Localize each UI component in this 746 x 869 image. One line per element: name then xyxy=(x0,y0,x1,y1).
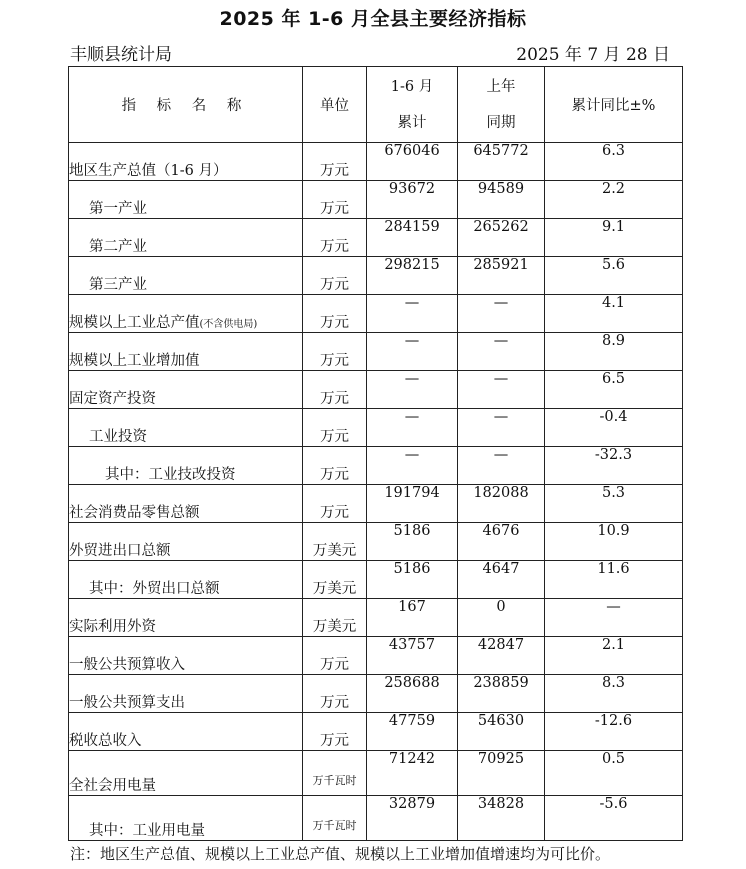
yoy-change-value: 6.3 xyxy=(545,143,683,181)
indicator-name: 第二产业 xyxy=(69,219,303,257)
report-date: 2025 年 7 月 28 日 xyxy=(516,45,670,65)
current-value: 284159 xyxy=(367,219,458,257)
header-prior-line2: 同期 xyxy=(486,114,516,131)
yoy-change-value: 9.1 xyxy=(545,219,683,257)
yoy-change-value: 11.6 xyxy=(545,561,683,599)
indicator-unit: 万元 xyxy=(303,485,367,523)
prior-year-value: 34828 xyxy=(458,796,545,841)
header-unit: 单位 xyxy=(303,67,367,143)
prior-year-value: — xyxy=(458,447,545,485)
current-value: — xyxy=(367,447,458,485)
current-value: 47759 xyxy=(367,713,458,751)
prior-year-value: 238859 xyxy=(458,675,545,713)
indicator-unit: 万元 xyxy=(303,637,367,675)
indicator-name: 全社会用电量 xyxy=(69,751,303,796)
indicator-name xyxy=(69,295,303,333)
table-row xyxy=(69,675,683,713)
yoy-change-value: -32.3 xyxy=(545,447,683,485)
prior-year-value: 54630 xyxy=(458,713,545,751)
header-current-cumulative xyxy=(367,67,458,143)
current-value: — xyxy=(367,333,458,371)
indicator-name: 社会消费品零售总额 xyxy=(69,485,303,523)
indicator-name: 规模以上工业增加值 xyxy=(69,333,303,371)
indicator-unit: 万元 xyxy=(303,371,367,409)
indicator-name: 税收总收入 xyxy=(69,713,303,751)
table-row xyxy=(69,713,683,751)
header-indicator-name: 指 标 名 称 xyxy=(69,67,303,143)
indicator-name: 其中：工业用电量 xyxy=(69,796,303,841)
table-row xyxy=(69,599,683,637)
table-row xyxy=(69,561,683,599)
prior-year-value: 0 xyxy=(458,599,545,637)
indicator-unit: 万元 xyxy=(303,143,367,181)
table-row xyxy=(69,409,683,447)
indicator-unit: 万元 xyxy=(303,295,367,333)
indicator-unit: 万元 xyxy=(303,219,367,257)
table-row xyxy=(69,523,683,561)
indicator-unit: 万元 xyxy=(303,333,367,371)
yoy-change-value: -5.6 xyxy=(545,796,683,841)
prior-year-value: 645772 xyxy=(458,143,545,181)
yoy-change-value: 4.1 xyxy=(545,295,683,333)
indicator-unit: 万美元 xyxy=(303,523,367,561)
yoy-change-value: — xyxy=(545,599,683,637)
indicator-name: 工业投资 xyxy=(69,409,303,447)
indicator-unit: 万元 xyxy=(303,257,367,295)
current-value: 5186 xyxy=(367,523,458,561)
current-value: — xyxy=(367,295,458,333)
indicator-unit: 万美元 xyxy=(303,599,367,637)
table-row xyxy=(69,143,683,181)
table-row xyxy=(69,637,683,675)
header-yoy-change: 累计同比±% xyxy=(545,67,683,143)
table-row xyxy=(69,485,683,523)
header-current-line1: 1-6 月 xyxy=(390,78,434,95)
table-row xyxy=(69,447,683,485)
table-row xyxy=(69,295,683,333)
prior-year-value: 70925 xyxy=(458,751,545,796)
issuing-organization: 丰顺县统计局 xyxy=(70,45,172,65)
current-value: 191794 xyxy=(367,485,458,523)
current-value: 93672 xyxy=(367,181,458,219)
table-row xyxy=(69,796,683,841)
current-value: 43757 xyxy=(367,637,458,675)
yoy-change-value: 8.9 xyxy=(545,333,683,371)
prior-year-value: 94589 xyxy=(458,181,545,219)
current-value: — xyxy=(367,409,458,447)
table-row xyxy=(69,751,683,796)
current-value: 167 xyxy=(367,599,458,637)
footnote: 注：地区生产总值、规模以上工业总产值、规模以上工业增加值增速均为可比价。 xyxy=(70,845,611,863)
table-header-row xyxy=(69,67,683,143)
prior-year-value: 4647 xyxy=(458,561,545,599)
indicator-name-qualifier: (不含供电局) xyxy=(199,319,258,330)
prior-year-value: 4676 xyxy=(458,523,545,561)
current-value: 676046 xyxy=(367,143,458,181)
prior-year-value: 265262 xyxy=(458,219,545,257)
prior-year-value: — xyxy=(458,333,545,371)
yoy-change-value: 5.3 xyxy=(545,485,683,523)
yoy-change-value: 2.1 xyxy=(545,637,683,675)
yoy-change-value: 2.2 xyxy=(545,181,683,219)
yoy-change-value: 8.3 xyxy=(545,675,683,713)
current-value: 5186 xyxy=(367,561,458,599)
current-value: 298215 xyxy=(367,257,458,295)
prior-year-value: — xyxy=(458,371,545,409)
indicator-name: 外贸进出口总额 xyxy=(69,523,303,561)
prior-year-value: — xyxy=(458,409,545,447)
indicator-name: 其中：工业技改投资 xyxy=(69,447,303,485)
header-prior-line1: 上年 xyxy=(486,78,516,95)
table-row xyxy=(69,333,683,371)
yoy-change-value: -0.4 xyxy=(545,409,683,447)
prior-year-value: 285921 xyxy=(458,257,545,295)
indicator-unit: 万元 xyxy=(303,675,367,713)
indicator-name: 实际利用外资 xyxy=(69,599,303,637)
table-row xyxy=(69,257,683,295)
prior-year-value: 182088 xyxy=(458,485,545,523)
current-value: 32879 xyxy=(367,796,458,841)
indicator-unit: 万元 xyxy=(303,447,367,485)
prior-year-value: — xyxy=(458,295,545,333)
report-title: 2025 年 1-6 月全县主要经济指标 xyxy=(219,8,527,30)
indicator-unit: 万元 xyxy=(303,713,367,751)
yoy-change-value: 5.6 xyxy=(545,257,683,295)
table-row xyxy=(69,371,683,409)
table-row xyxy=(69,219,683,257)
indicator-name: 地区生产总值（1-6 月） xyxy=(69,143,303,181)
indicator-unit: 万千瓦时 xyxy=(303,751,367,796)
indicator-unit: 万千瓦时 xyxy=(303,796,367,841)
indicator-name: 第三产业 xyxy=(69,257,303,295)
current-value: — xyxy=(367,371,458,409)
current-value: 71242 xyxy=(367,751,458,796)
indicator-name: 一般公共预算支出 xyxy=(69,675,303,713)
economic-indicators-table xyxy=(68,66,683,841)
yoy-change-value: 10.9 xyxy=(545,523,683,561)
indicator-name: 一般公共预算收入 xyxy=(69,637,303,675)
header-prior-year xyxy=(458,67,545,143)
yoy-change-value: -12.6 xyxy=(545,713,683,751)
indicator-unit: 万元 xyxy=(303,409,367,447)
indicator-name-main: 规模以上工业总产值 xyxy=(69,315,200,331)
indicator-name: 第一产业 xyxy=(69,181,303,219)
indicator-name: 其中：外贸出口总额 xyxy=(69,561,303,599)
current-value: 258688 xyxy=(367,675,458,713)
indicator-unit: 万元 xyxy=(303,181,367,219)
prior-year-value: 42847 xyxy=(458,637,545,675)
yoy-change-value: 6.5 xyxy=(545,371,683,409)
indicator-unit: 万美元 xyxy=(303,561,367,599)
table-body xyxy=(69,143,683,841)
yoy-change-value: 0.5 xyxy=(545,751,683,796)
table-row xyxy=(69,181,683,219)
header-current-line2: 累计 xyxy=(397,114,427,131)
indicator-name: 固定资产投资 xyxy=(69,371,303,409)
